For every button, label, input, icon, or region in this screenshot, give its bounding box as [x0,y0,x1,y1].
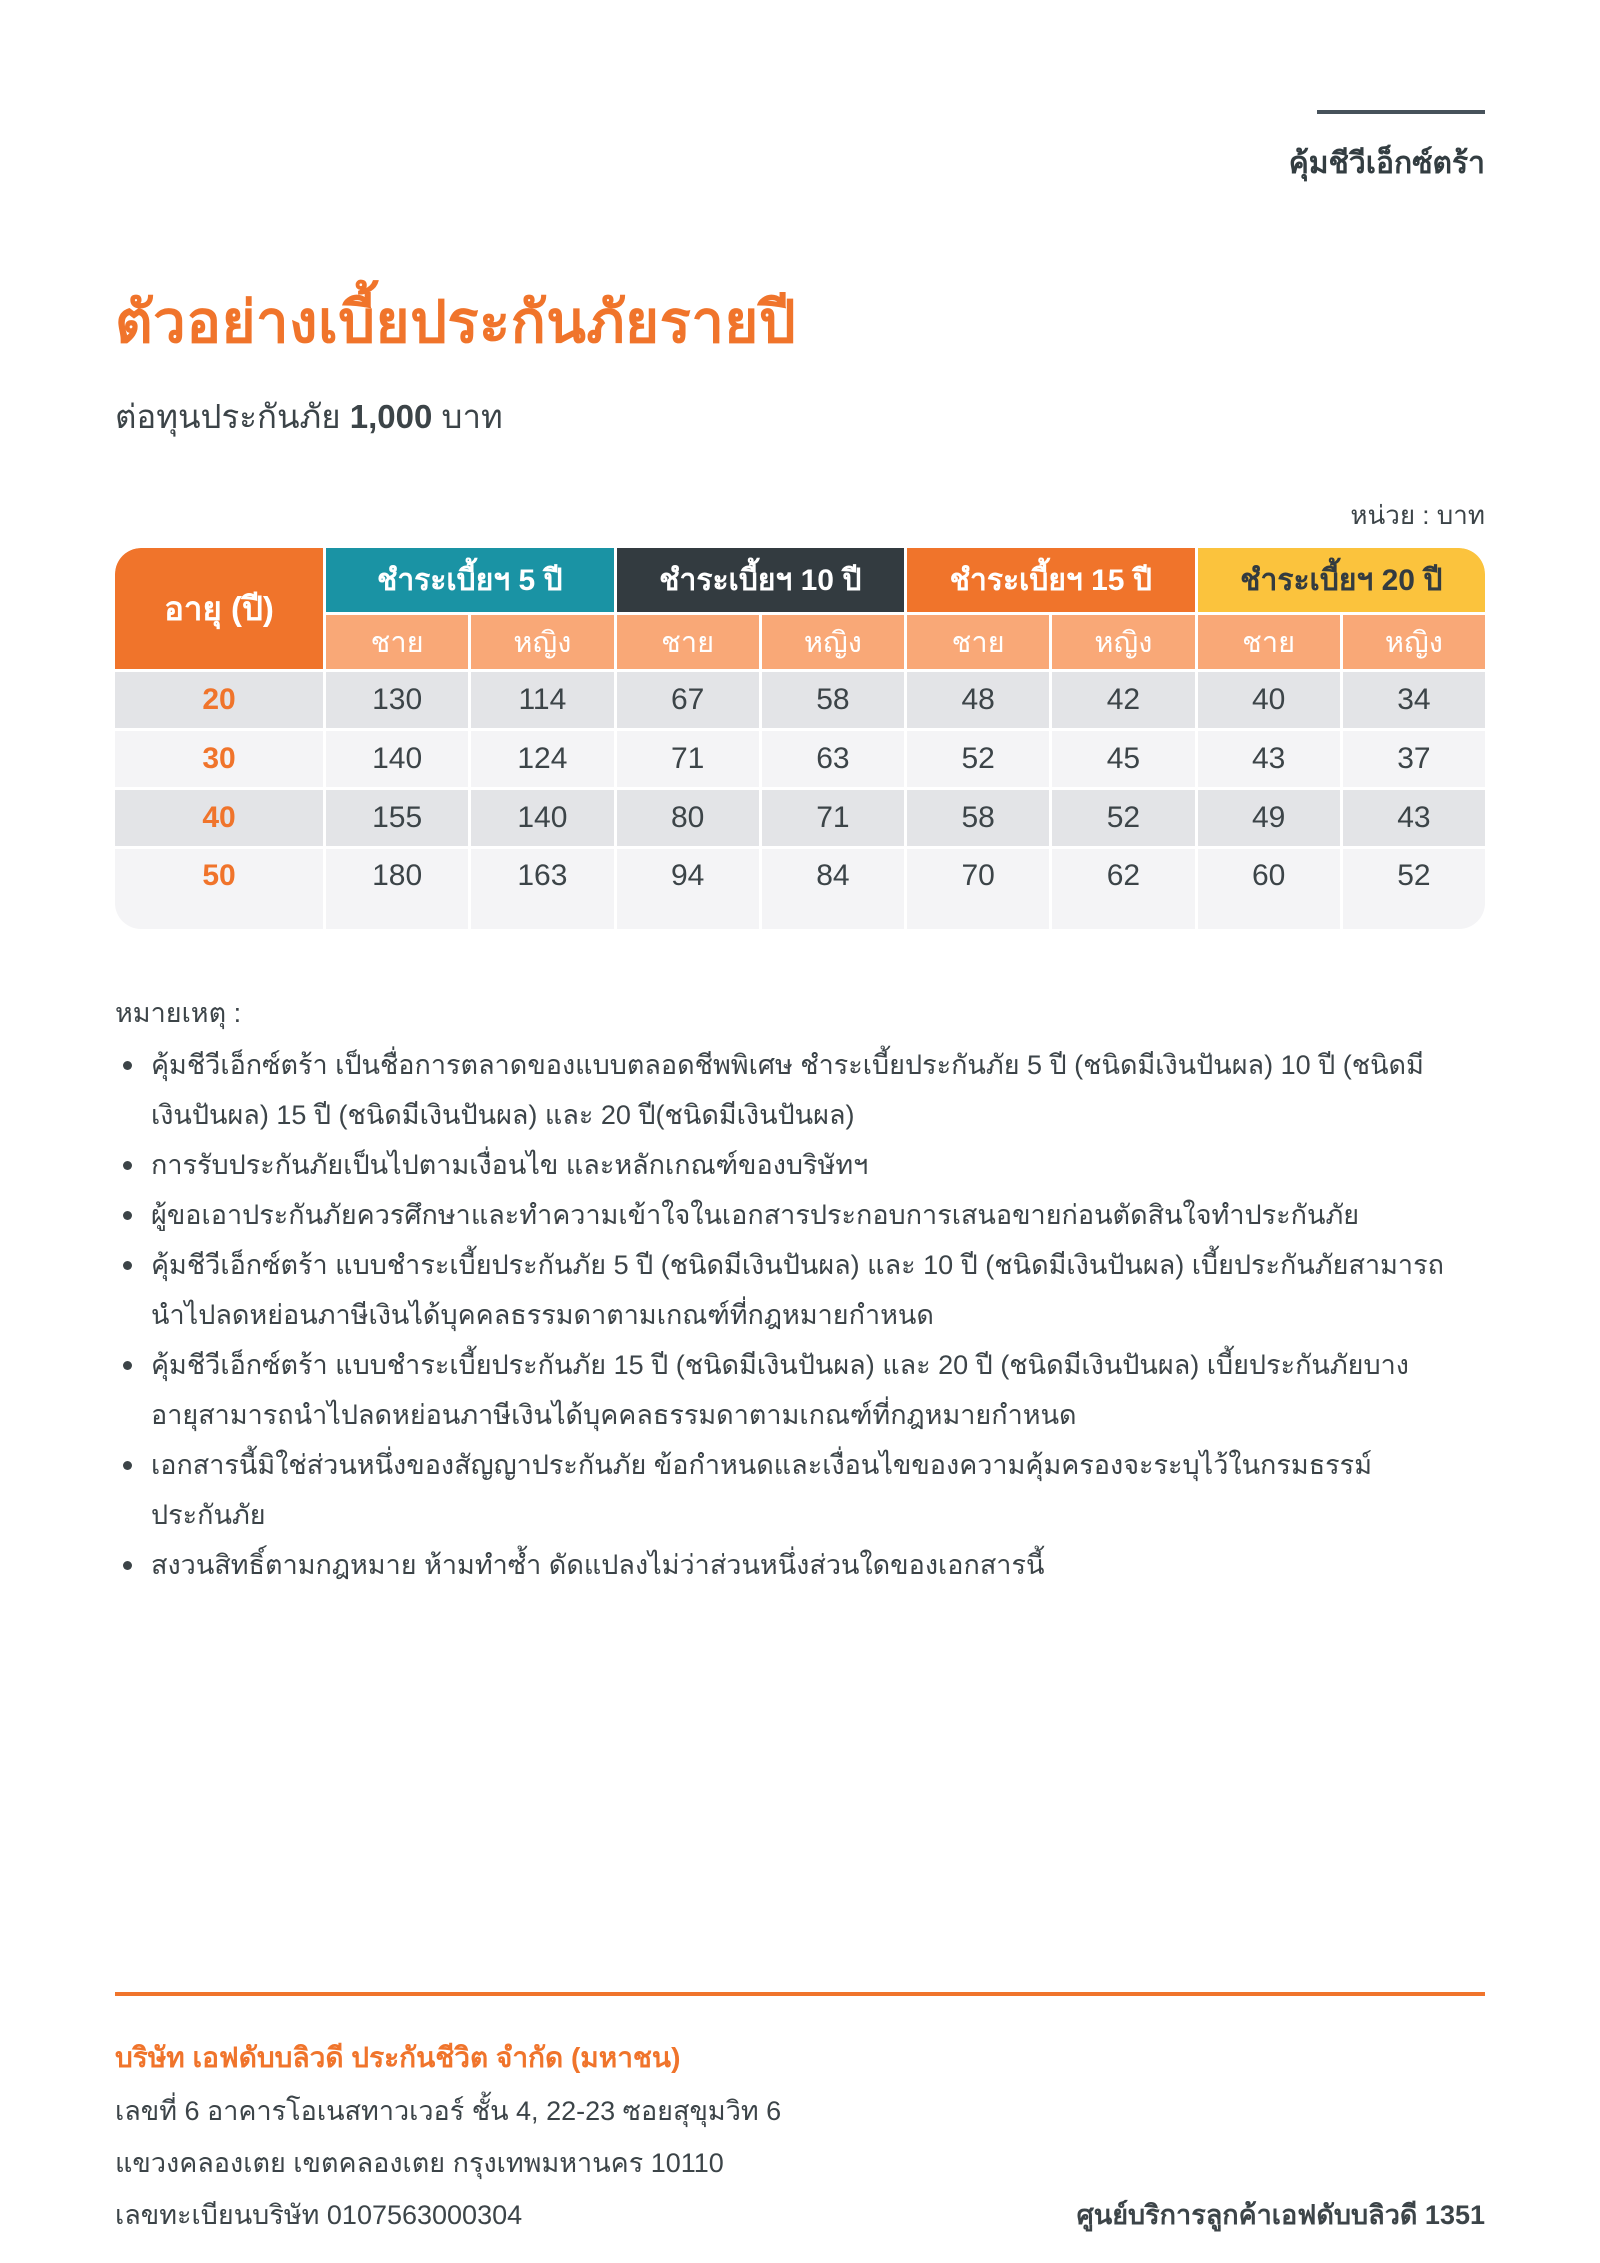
note-text: เอกสารนี้มิใช่ส่วนหนึ่งของสัญญาประกันภัย ข้อกำหนดและเงื่อนไขของความคุ้มครองจะระบุไว้ในกรมธรรม์ประกันภัย [151,1450,1372,1530]
note-item [115,1240,1445,1340]
product-name: คุ้มชีวีเอ็กซ์ตร้า [1288,147,1485,180]
brand-block [115,0,1485,187]
premium-cell: 140 [326,731,468,787]
premium-cell: 43 [1198,731,1340,787]
subheader-male: ชาย [617,615,759,669]
subheader-male: ชาย [326,615,468,669]
note-item [115,1040,1445,1140]
bullet-icon [123,1361,132,1370]
notes-list [115,1040,1485,1590]
subheader-male: ชาย [1198,615,1340,669]
sum-insured-amount: 1,000 [349,398,433,435]
subheader-male: ชาย [907,615,1049,669]
subtitle-suffix: บาท [432,398,503,435]
notes-heading: หมายเหตุ : [115,998,242,1028]
page-title: ตัวอย่างเบี้ยประกันภัยรายปี [115,290,797,355]
note-item [115,1140,1445,1190]
subheader-female: หญิง [1052,615,1194,669]
bullet-icon [123,1461,132,1470]
premium-cell: 114 [471,672,613,728]
footer [115,1992,1485,2236]
premium-cell: 70 [907,849,1049,929]
notes-section [115,991,1485,1590]
premium-cell: 63 [762,731,904,787]
premium-cell: 155 [326,790,468,846]
note-text: ผู้ขอเอาประกันภัยควรศึกษาและทำความเข้าใจในเอกสารประกอบการเสนอขายก่อนตัดสินใจทำประกันภัย [151,1200,1360,1230]
note-text: คุ้มชีวีเอ็กซ์ตร้า แบบชำระเบี้ยประกันภัย 5 ปี (ชนิดมีเงินปันผล) และ 10 ปี (ชนิดมีเงินปันผล) เบี้ยประกันภัยสามารถนำไปลดหย่อนภาษีเงินได้บุคคลธรรมดาตามเกณฑ์ที่กฎหมายกำหนด [151,1250,1444,1330]
premium-cell: 48 [907,672,1049,728]
age-cell: 50 [115,849,323,929]
footer-bottom-row [115,2193,1485,2236]
age-cell: 30 [115,731,323,787]
premium-cell: 80 [617,790,759,846]
table-row [115,849,1485,929]
group-header-pay5: ชำระเบี้ยฯ 5 ปี [326,548,614,612]
company-registration: เลขทะเบียนบริษัท 0107563000304 [115,2200,523,2230]
note-text: คุ้มชีวีเอ็กซ์ตร้า แบบชำระเบี้ยประกันภัย 15 ปี (ชนิดมีเงินปันผล) และ 20 ปี (ชนิดมีเงินปันผล) เบี้ยประกันภัยบางอายุสามารถนำไปลดหย่อนภาษีเงินได้บุคคลธรรมดาตามเกณฑ์ที่กฎหมายกำหนด [151,1350,1409,1430]
page-subtitle [115,390,1485,443]
premium-cell: 49 [1198,790,1340,846]
subheader-female: หญิง [471,615,613,669]
footer-rule-divider [115,1992,1485,1996]
bullet-icon [123,1061,132,1070]
company-address-line2: แขวงคลองเตย เขตคลองเตย กรุงเทพมหานคร 10110 [115,2148,724,2178]
subheader-female: หญิง [1343,615,1485,669]
age-column-header: อายุ (ปี) [115,548,323,669]
premium-cell: 67 [617,672,759,728]
premium-cell: 37 [1343,731,1485,787]
premium-cell: 45 [1052,731,1194,787]
table-row [115,731,1485,787]
premium-cell: 40 [1198,672,1340,728]
subheader-female: หญิง [762,615,904,669]
premium-cell: 124 [471,731,613,787]
table-row [115,672,1485,728]
customer-service-hotline: ศูนย์บริการลูกค้าเอฟดับบลิวดี 1351 [1076,2200,1485,2230]
company-address-line1: เลขที่ 6 อาคารโอเนสทาวเวอร์ ชั้น 4, 22-23 ซอยสุขุมวิท 6 [115,2096,782,2126]
premium-cell: 71 [617,731,759,787]
group-header-pay10: ชำระเบี้ยฯ 10 ปี [617,548,905,612]
bullet-icon [123,1561,132,1570]
premium-cell: 58 [762,672,904,728]
premium-cell: 52 [907,731,1049,787]
premium-cell: 62 [1052,849,1194,929]
premium-cell: 58 [907,790,1049,846]
brand-rule-divider [1317,110,1485,114]
premium-cell: 130 [326,672,468,728]
note-item [115,1190,1445,1240]
note-item [115,1340,1445,1440]
note-item [115,1540,1445,1590]
premium-cell: 140 [471,790,613,846]
premium-cell: 43 [1343,790,1485,846]
premium-cell: 180 [326,849,468,929]
premium-cell: 52 [1343,849,1485,929]
subtitle-prefix: ต่อทุนประกันภัย [115,398,350,435]
note-text: สงวนสิทธิ์ตามกฎหมาย ห้ามทำซ้ำ ดัดแปลงไม่ว่าส่วนหนึ่งส่วนใดของเอกสารนี้ [151,1550,1045,1580]
premium-cell: 52 [1052,790,1194,846]
group-header-pay15: ชำระเบี้ยฯ 15 ปี [907,548,1195,612]
bullet-icon [123,1261,132,1270]
table-row [115,790,1485,846]
premium-cell: 84 [762,849,904,929]
premium-table [115,548,1485,929]
premium-cell: 60 [1198,849,1340,929]
group-header-pay20: ชำระเบี้ยฯ 20 ปี [1198,548,1486,612]
note-text: คุ้มชีวีเอ็กซ์ตร้า เป็นชื่อการตลาดของแบบตลอดชีพพิเศษ ชำระเบี้ยประกันภัย 5 ปี (ชนิดมีเงินปันผล) 10 ปี (ชนิดมีเงินปันผล) 15 ปี (ชนิดมีเงินปันผล) และ 20 ปี(ชนิดมีเงินปันผล) [151,1050,1424,1130]
premium-cell: 94 [617,849,759,929]
bullet-icon [123,1211,132,1220]
premium-cell: 71 [762,790,904,846]
bullet-icon [123,1161,132,1170]
unit-label: หน่วย : บาท [1350,500,1485,530]
premium-cell: 34 [1343,672,1485,728]
note-item [115,1440,1445,1540]
age-cell: 20 [115,672,323,728]
note-text: การรับประกันภัยเป็นไปตามเงื่อนไข และหลักเกณฑ์ของบริษัทฯ [151,1150,869,1180]
premium-cell: 163 [471,849,613,929]
company-name: บริษัท เอฟดับบลิวดี ประกันชีวิต จำกัด (มหาชน) [115,2042,681,2073]
age-cell: 40 [115,790,323,846]
premium-cell: 42 [1052,672,1194,728]
